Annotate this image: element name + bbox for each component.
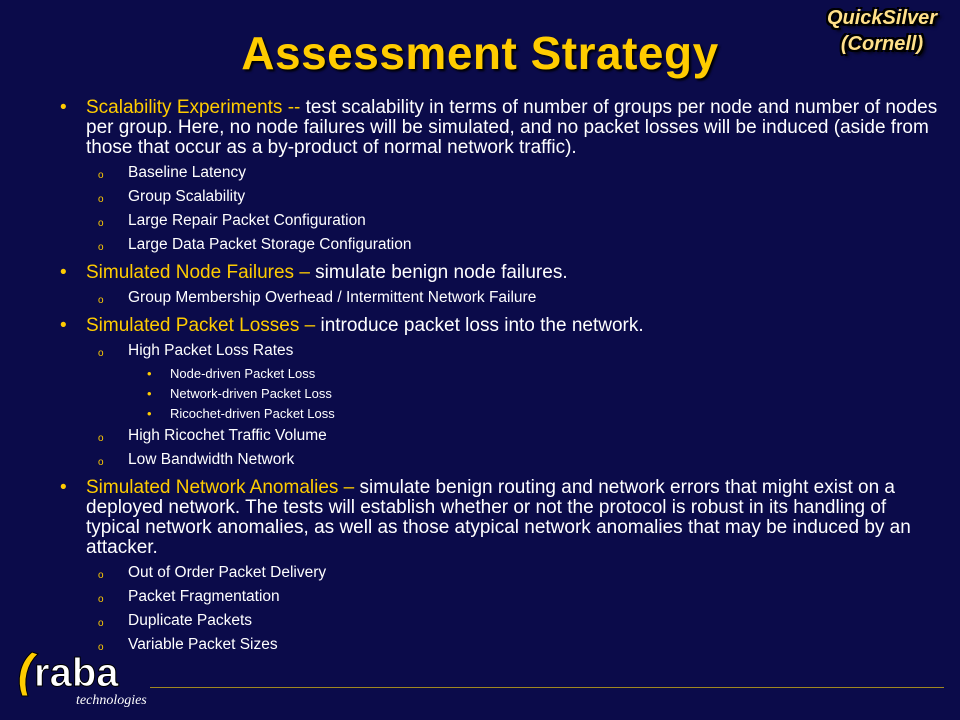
slide-title: Assessment Strategy [241,27,719,79]
sub-bullet-text: Baseline Latency [128,164,247,181]
sub-bullet [64,611,944,631]
bullet-body: simulate benign node failures. [309,262,568,283]
sub-sub-bullet [64,405,944,422]
bullet-heading: Simulated Packet Losses – [86,315,316,336]
sub-marker: o [98,170,104,181]
sub-bullet [64,426,944,446]
badge-line-2: (Cornell) [840,33,924,55]
sub-bullet [64,587,944,607]
sub-sub-bullet-text: Ricochet-driven Packet Loss [170,406,335,421]
sub-bullet-text: High Ricochet Traffic Volume [128,427,327,444]
sub-marker: o [98,218,104,229]
sub-marker: o [98,457,104,468]
sub-bullet [64,288,944,308]
bullet-body: simulate benign routing and network errors that might exist on a deployed network. The tests will establish whether or not the protocol is robust in its handling of typical network anomalies, as well as those atypical network anomalies that may be induced by an attacker. [86,477,911,558]
sub-bullet-text: Packet Fragmentation [128,588,280,605]
raba-logo [8,640,158,712]
sub-bullet [64,235,944,255]
sub-bullet-text: High Packet Loss Rates [128,342,294,359]
sub-marker: o [98,594,104,605]
sub-marker: o [98,433,104,444]
badge-line-1: QuickSilver [826,7,938,29]
logo-wordmark: raba [34,651,119,695]
sub-bullet [64,211,944,231]
sub-bullet [64,187,944,207]
sub-sub-bullet-text: Network-driven Packet Loss [170,386,332,401]
sub-marker: o [98,242,104,253]
bullet-body: introduce packet loss into the network. [315,315,644,336]
quicksilver-badge [820,5,944,57]
bullet-marker: • [60,477,67,498]
sub-sub-marker: • [147,366,152,381]
bullet-list [60,97,944,659]
sub-marker: o [98,642,104,653]
sub-sub-marker: • [147,386,152,401]
sub-bullet [64,450,944,470]
bullet-heading: Simulated Network Anomalies – [86,477,355,498]
sub-bullet-text: Group Scalability [128,188,246,205]
sub-sub-bullet [64,385,944,402]
sub-sub-bullet-text: Node-driven Packet Loss [170,366,316,381]
sub-bullet [64,341,944,361]
bullet-marker: • [60,262,67,283]
bullet-body: test scalability in terms of number of groups per node and number of nodes per group. Here, no node failures will be simulated, and no packet losses will be induced (aside from those that occur as a by-product of normal network traffic). [86,97,938,158]
logo-subtitle: technologies [76,693,147,708]
bullet-marker: • [60,315,67,336]
sub-sub-marker: • [147,406,152,421]
sub-marker: o [98,570,104,581]
sub-bullet [64,635,944,655]
sub-marker: o [98,194,104,205]
sub-bullet-text: Out of Order Packet Delivery [128,564,327,581]
sub-bullet [64,163,944,183]
sub-sub-bullet [64,365,944,382]
sub-bullet-text: Large Repair Packet Configuration [128,212,366,229]
sub-marker: o [98,618,104,629]
bullet-scalability [60,97,944,158]
raba-logo-graphic [8,640,158,712]
footer-rule [150,687,944,688]
bullet-heading: Simulated Node Failures – [86,262,310,283]
bullet-heading: Scalability Experiments -- [86,97,301,118]
sub-bullet [64,563,944,583]
sub-bullet-text: Group Membership Overhead / Intermittent Network Failure [128,289,537,306]
bullet-packet-losses [60,315,944,336]
sub-bullet-text: Duplicate Packets [128,612,253,629]
sub-marker: o [98,295,104,306]
sub-bullet-text: Variable Packet Sizes [128,636,278,653]
bullet-marker: • [60,97,67,118]
sub-bullet-text: Large Data Packet Storage Configuration [128,236,412,253]
sub-bullet-text: Low Bandwidth Network [128,451,295,468]
sub-marker: o [98,348,104,359]
bullet-node-failures [60,262,944,283]
bullet-network-anomalies [60,477,944,558]
